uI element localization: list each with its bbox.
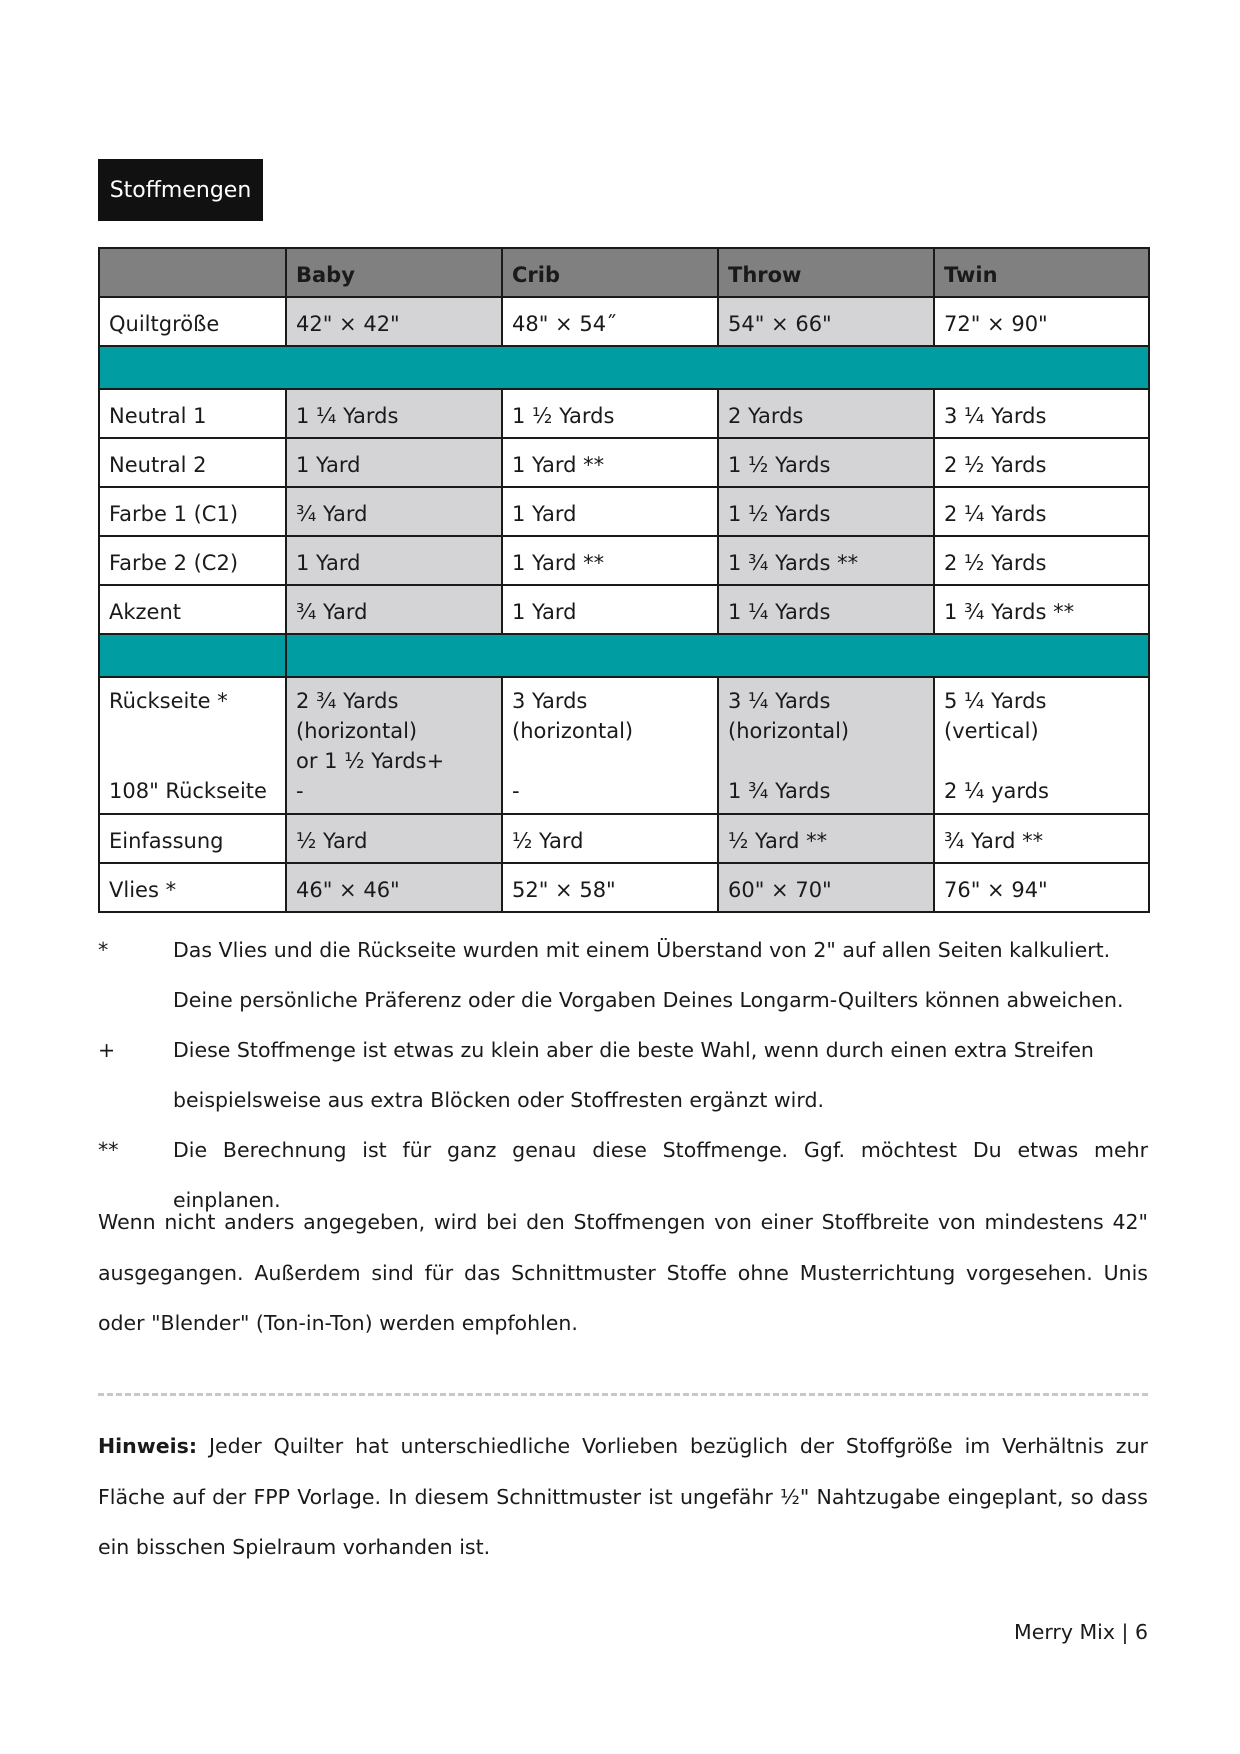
cell-line: 2 ¼ Yards	[944, 502, 1047, 526]
table-row	[99, 487, 1149, 536]
column-header: Baby	[286, 248, 502, 297]
cell-line: 1 ½ Yards	[728, 502, 831, 526]
cell-line: ¾ Yard	[296, 502, 368, 526]
cell-line: (horizontal)	[296, 719, 418, 743]
footnote-text: Das Vlies und die Rückseite wurden mit einem Überstand von 2" auf allen Seiten kalkuliert.	[173, 938, 1111, 962]
table-row	[99, 814, 1149, 863]
cell-line: 1 ¾ Yards	[728, 779, 831, 803]
cell-line: ½ Yard	[296, 829, 368, 853]
table-cell	[934, 677, 1149, 814]
fabric-table	[98, 247, 1150, 913]
cell-line: Vlies *	[109, 878, 177, 902]
cell-line: 1 ¼ Yards	[728, 600, 831, 624]
cell-line: -	[296, 779, 304, 803]
table-row	[99, 297, 1149, 346]
table-cell	[718, 863, 934, 912]
cell-line: 3 ¼ Yards	[728, 689, 831, 713]
table-cell	[718, 677, 934, 814]
cell-line: 2 ½ Yards	[944, 453, 1047, 477]
cell-line: 2 ½ Yards	[944, 551, 1047, 575]
hint-text: Jeder Quilter hat unterschiedliche Vorlieben bezüglich der Stoffgröße im Verhältnis zur Fläche auf der FPP Vorlage. In diesem Schnittmuster ist ungefähr ½" Nahtzugabe eingeplant, so dass ein bisschen Spielraum vorhanden ist.	[98, 1434, 1148, 1559]
footnote-mark: **	[98, 1138, 119, 1162]
cell-line: 1 ½ Yards	[512, 404, 615, 428]
cell-line: Akzent	[109, 600, 182, 624]
row-label	[99, 487, 286, 536]
table-cell	[286, 814, 502, 863]
cell-line: 108" Rückseite	[109, 779, 267, 803]
table-cell	[934, 863, 1149, 912]
table-cell	[502, 863, 718, 912]
table-cell	[934, 536, 1149, 585]
table-cell	[502, 814, 718, 863]
cell-line: 1 Yard **	[512, 551, 605, 575]
cell-line: 1 ¾ Yards **	[728, 551, 859, 575]
cell-line: 60" × 70"	[728, 878, 832, 902]
cell-line: 1 ¼ Yards	[296, 404, 399, 428]
row-label	[99, 536, 286, 585]
table-cell	[502, 536, 718, 585]
table-cell	[286, 438, 502, 487]
footnotes	[98, 925, 1148, 1225]
footnote-text: Deine persönliche Präferenz oder die Vorgaben Deines Longarm-Quilters können abweichen.	[173, 988, 1124, 1012]
table-cell	[718, 389, 934, 438]
table-cell	[286, 585, 502, 634]
table-row	[99, 536, 1149, 585]
table-cell	[718, 585, 934, 634]
cell-line	[512, 746, 708, 776]
table-cell	[502, 677, 718, 814]
fabric-width-paragraph: Wenn nicht anders angegeben, wird bei den Stoffmengen von einer Stoffbreite von mindestens 42" ausgegangen. Außerdem sind für das Schnittmuster Stoffe ohne Musterrichtung vorgesehen. Unis oder "Blender" (Ton-in-Ton) werden empfohlen.	[98, 1210, 1148, 1335]
cell-line: ½ Yard **	[728, 829, 828, 853]
cell-line: (horizontal)	[728, 719, 850, 743]
cell-line: 52" × 58"	[512, 878, 616, 902]
cell-line: Neutral 2	[109, 453, 207, 477]
table-cell	[934, 814, 1149, 863]
cell-line: 2 Yards	[728, 404, 804, 428]
footnote-line	[98, 1025, 1148, 1075]
footnote-line	[98, 1075, 1148, 1125]
footnote-line	[98, 925, 1148, 975]
cell-line: ½ Yard	[512, 829, 584, 853]
row-label	[99, 297, 286, 346]
footnote-text: beispielsweise aus extra Blöcken oder Stoffresten ergänzt wird.	[173, 1088, 824, 1112]
footnote-mark: +	[98, 1038, 116, 1062]
footnote-mark	[98, 975, 173, 1025]
cell-line: or 1 ½ Yards+	[296, 749, 445, 773]
cell-line: 46" × 46"	[296, 878, 400, 902]
row-label	[99, 863, 286, 912]
row-label	[99, 438, 286, 487]
table-cell	[934, 487, 1149, 536]
cell-line: (horizontal)	[512, 719, 634, 743]
footnote-mark: *	[98, 938, 109, 962]
table-cell	[934, 438, 1149, 487]
hint-label: Hinweis:	[98, 1434, 198, 1458]
cell-line: 2 ¼ yards	[944, 779, 1049, 803]
table-cell	[286, 389, 502, 438]
cell-line: 72" × 90"	[944, 312, 1048, 336]
cell-line	[944, 746, 1139, 776]
cell-line: 54" × 66"	[728, 312, 832, 336]
table-cell	[502, 297, 718, 346]
footnote-text: Diese Stoffmenge ist etwas zu klein aber die beste Wahl, wenn durch einen extra Streifen	[173, 1038, 1094, 1062]
table-cell	[718, 536, 934, 585]
table-cell	[286, 677, 502, 814]
table-cell	[286, 863, 502, 912]
cell-line: 3 ¼ Yards	[944, 404, 1047, 428]
table-row	[99, 389, 1149, 438]
separator-cell	[286, 634, 1149, 677]
table-cell	[934, 389, 1149, 438]
cell-line: 1 ½ Yards	[728, 453, 831, 477]
cell-line: -	[512, 779, 520, 803]
table-cell	[502, 585, 718, 634]
cell-line: 1 Yard **	[512, 453, 605, 477]
table-cell	[502, 389, 718, 438]
hint-paragraph	[98, 1421, 1148, 1573]
table-header-row	[99, 248, 1149, 297]
cell-line: (vertical)	[944, 719, 1039, 743]
footnote-line	[98, 975, 1148, 1025]
cell-line: ¾ Yard **	[944, 829, 1044, 853]
table-cell	[934, 585, 1149, 634]
table-row	[99, 585, 1149, 634]
cell-line: Rückseite *	[109, 689, 228, 713]
table-cell	[286, 297, 502, 346]
cell-line: 2 ¾ Yards	[296, 689, 399, 713]
footnote-text: Die Berechnung ist für ganz genau diese Stoffmenge. Ggf. möchtest Du etwas mehr einplanen.	[173, 1138, 1148, 1212]
cell-line: 5 ¼ Yards	[944, 689, 1047, 713]
cell-line: ¾ Yard	[296, 600, 368, 624]
column-header: Throw	[718, 248, 934, 297]
cell-line	[109, 716, 276, 746]
row-label	[99, 389, 286, 438]
row-label	[99, 677, 286, 814]
page-footer: Merry Mix | 6	[1014, 1620, 1148, 1644]
column-header: Twin	[934, 248, 1149, 297]
cell-line: Farbe 1 (C1)	[109, 502, 239, 526]
column-header: Crib	[502, 248, 718, 297]
cell-line	[109, 746, 276, 776]
section-label: Stoffmengen	[98, 159, 263, 221]
table-cell	[502, 487, 718, 536]
cell-line: 1 Yard	[296, 551, 361, 575]
cell-line: 76" × 94"	[944, 878, 1048, 902]
cell-line: Einfassung	[109, 829, 224, 853]
cell-line: Quiltgröße	[109, 312, 220, 336]
table-cell	[718, 814, 934, 863]
cell-line: Farbe 2 (C2)	[109, 551, 239, 575]
cell-line	[728, 746, 924, 776]
cell-line: Neutral 1	[109, 404, 207, 428]
cell-line: 3 Yards	[512, 689, 588, 713]
table-cell	[934, 297, 1149, 346]
cell-line: 1 Yard	[296, 453, 361, 477]
separator-row	[99, 634, 1149, 677]
dashed-divider	[98, 1393, 1148, 1396]
cell-line: 42" × 42"	[296, 312, 400, 336]
separator-row	[99, 346, 1149, 389]
cell-line: 1 Yard	[512, 600, 577, 624]
table-cell	[718, 297, 934, 346]
cell-line: 1 ¾ Yards **	[944, 600, 1075, 624]
row-label	[99, 814, 286, 863]
separator-cell	[99, 346, 1149, 389]
table-row	[99, 677, 1149, 814]
table-cell	[718, 487, 934, 536]
separator-cell	[99, 634, 286, 677]
cell-line: 48" × 54˝	[512, 312, 617, 336]
footnote-mark	[98, 1075, 173, 1125]
table-row	[99, 863, 1149, 912]
table-cell	[286, 536, 502, 585]
table-cell	[286, 487, 502, 536]
table-row	[99, 438, 1149, 487]
cell-line: 1 Yard	[512, 502, 577, 526]
table-cell	[718, 438, 934, 487]
row-label	[99, 585, 286, 634]
column-header	[99, 248, 286, 297]
table-cell	[502, 438, 718, 487]
